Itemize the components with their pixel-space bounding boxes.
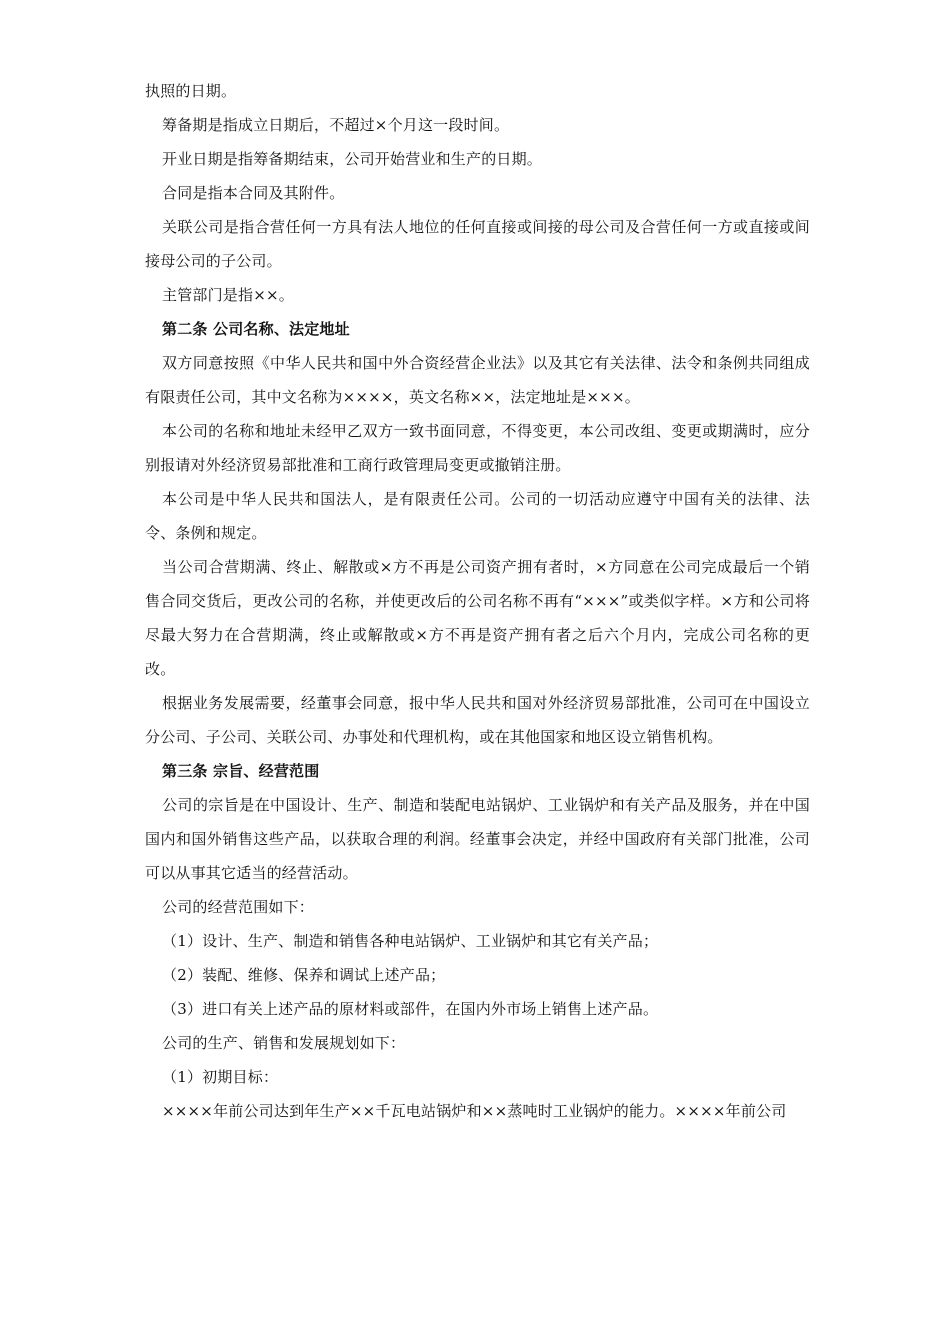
paragraph: 本公司是中华人民共和国法人，是有限责任公司。公司的一切活动应遵守中国有关的法律、法令、条例和规定。 — [145, 490, 810, 542]
list-item: （2）装配、维修、保养和调试上述产品； — [162, 966, 446, 984]
list-item: （3）进口有关上述产品的原材料或部件，在国内外市场上销售上述产品。 — [162, 1000, 659, 1018]
paragraph: 合同是指本合同及其附件。 — [162, 184, 345, 202]
paragraph: 当公司合营期满、终止、解散或×方不再是公司资产拥有者时，×方同意在公司完成最后一个销售合同交货后，更改公司的名称，并使更改后的公司名称不再有“×××”或类似字样。×方和公司将尽最大努力在合营期满，终止或解散或×方不再是资产拥有者之后六个月内，完成公司名称的更改。 — [145, 558, 810, 678]
paragraph: ××××年前公司达到年生产××千瓦电站锅炉和××蒸吨时工业锅炉的能力。××××年前公司 — [162, 1102, 787, 1120]
section-heading: 第二条 公司名称、法定地址 — [162, 320, 350, 338]
paragraph: 开业日期是指筹备期结束，公司开始营业和生产的日期。 — [162, 150, 543, 168]
list-item: （1）初期目标： — [162, 1068, 279, 1086]
paragraph: 根据业务发展需要，经董事会同意，报中华人民共和国对外经济贸易部批准，公司可在中国设立分公司、子公司、关联公司、办事处和代理机构，或在其他国家和地区设立销售机构。 — [145, 694, 810, 746]
paragraph: 本公司的名称和地址未经甲乙双方一致书面同意，不得变更，本公司改组、变更或期满时，应分别报请对外经济贸易部批准和工商行政管理局变更或撤销注册。 — [145, 422, 810, 474]
document-body — [145, 74, 810, 1128]
paragraph: 筹备期是指成立日期后，不超过×个月这一段时间。 — [162, 116, 510, 134]
paragraph: 关联公司是指合营任何一方具有法人地位的任何直接或间接的母公司及合营任何一方或直接或间接母公司的子公司。 — [145, 218, 810, 270]
section-heading: 第三条 宗旨、经营范围 — [162, 762, 320, 780]
paragraph: 公司的经营范围如下： — [162, 898, 315, 916]
list-item: （1）设计、生产、制造和销售各种电站锅炉、工业锅炉和其它有关产品； — [162, 932, 659, 950]
paragraph: 执照的日期。 — [145, 82, 237, 100]
paragraph: 双方同意按照《中华人民共和国中外合资经营企业法》以及其它有关法律、法令和条例共同组成有限责任公司，其中文名称为××××，英文名称××，法定地址是×××。 — [145, 354, 810, 406]
paragraph: 公司的生产、销售和发展规划如下： — [162, 1034, 406, 1052]
paragraph: 公司的宗旨是在中国设计、生产、制造和装配电站锅炉、工业锅炉和有关产品及服务，并在中国国内和国外销售这些产品，以获取合理的利润。经董事会决定，并经中国政府有关部门批准，公司可以从事其它适当的经营活动。 — [145, 796, 810, 882]
paragraph: 主管部门是指××。 — [162, 286, 294, 304]
